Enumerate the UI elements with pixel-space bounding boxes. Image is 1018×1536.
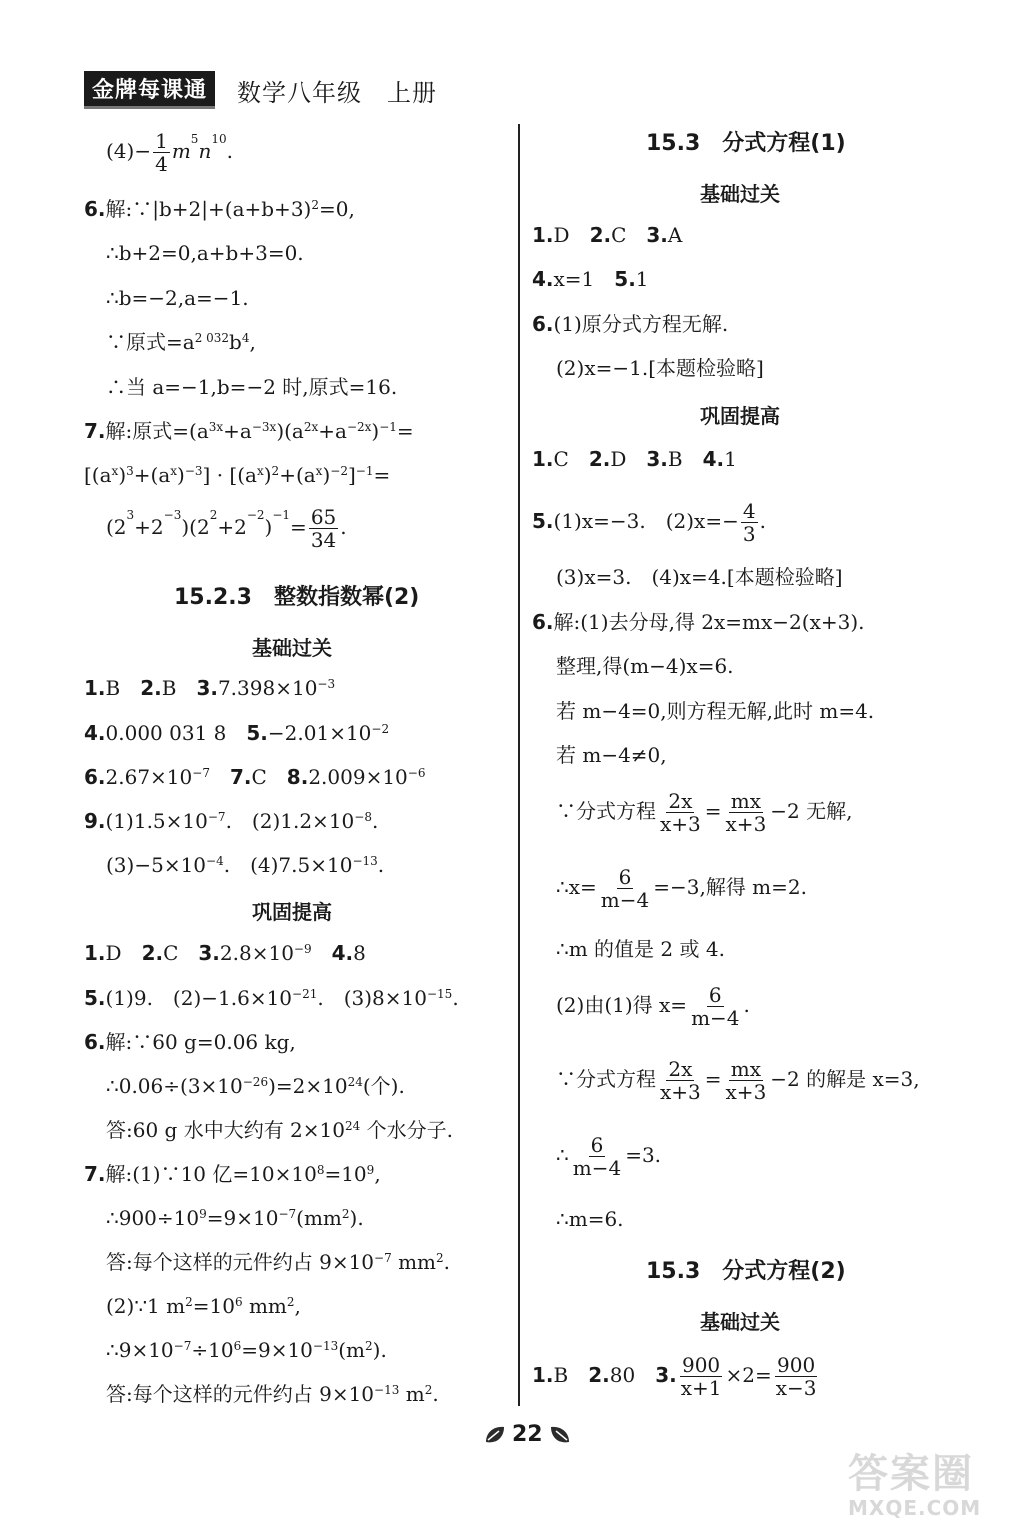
exponent: 5: [190, 132, 199, 146]
text: ): [118, 463, 127, 487]
text: ]: [347, 463, 356, 487]
watermark-title: 答案圈: [848, 1451, 974, 1497]
text: =: [704, 799, 722, 823]
text: 答:60 g 水中大约有 2×10: [106, 1118, 345, 1142]
text: +2: [217, 515, 247, 539]
text: ).: [349, 1206, 364, 1230]
denominator: 4: [155, 152, 168, 176]
text: 答:每个这样的元件约占 9×10: [106, 1382, 375, 1406]
answer-line: [532, 222, 682, 248]
text: A: [667, 223, 683, 247]
answer-line: [106, 1293, 301, 1319]
answer-line: [106, 1073, 405, 1099]
text: 个水分子.: [360, 1118, 453, 1142]
text: 7.398×10: [217, 676, 318, 700]
answer-line: [84, 1029, 296, 1055]
subsection-title: 巩固提高: [700, 404, 780, 428]
exponent: −7: [173, 1339, 192, 1353]
numerator: mx: [730, 789, 762, 813]
text: . (4)7.5×10: [223, 853, 353, 877]
exponent: 24: [345, 1119, 361, 1133]
text: =10: [192, 1294, 235, 1318]
exponent: 2x: [303, 420, 319, 434]
question-number: 3.: [196, 676, 218, 700]
answer-line: ∴当 a=−1,b=−2 时,原式=16.: [106, 375, 398, 399]
exponent: −2: [246, 508, 265, 522]
answer-line: [84, 1161, 381, 1187]
question-number: 6.: [532, 610, 554, 634]
question-number: 7.: [229, 765, 252, 789]
text: (1)x=−3. (2)x=−: [553, 509, 739, 533]
question-number: 6.: [84, 1030, 106, 1054]
question-number: 2.: [588, 1363, 610, 1387]
text: .: [340, 515, 347, 539]
answer-line: [532, 609, 865, 635]
denominator: x+1: [680, 1376, 722, 1400]
text: .: [377, 853, 385, 877]
exponent: 2: [424, 1383, 433, 1397]
text: 8: [353, 941, 366, 965]
text: ∴x=: [556, 875, 597, 899]
text: C: [611, 223, 627, 247]
question-number: 1.: [84, 941, 106, 965]
answer-line: [106, 506, 347, 551]
answer-line: [532, 311, 728, 337]
section-title: 15.2.3 整数指数幂(2): [174, 585, 420, 610]
text: =: [396, 419, 414, 443]
text: ÷10: [191, 1338, 234, 1362]
numerator: 900: [777, 1353, 816, 1377]
text: −2 无解,: [770, 799, 853, 823]
answer-line: ∴b=−2,a=−1.: [106, 286, 249, 310]
answer-line: [84, 720, 389, 746]
text: .: [371, 809, 379, 833]
answer-line: ∴b+2=0,a+b+3=0.: [106, 241, 304, 265]
text: 0.000 031 8: [105, 721, 227, 745]
exponent: −13: [312, 1339, 339, 1353]
text: ∴900÷10: [106, 1206, 200, 1230]
page-header: [84, 70, 437, 110]
question-number: 4.: [702, 447, 725, 471]
subsection-title: 基础过关: [700, 182, 780, 206]
question-number: 9.: [84, 809, 106, 833]
exponent: 9: [366, 1163, 375, 1177]
text: 解:原式=(a: [105, 419, 209, 443]
text: D: [553, 223, 570, 247]
question-number: 6.: [84, 197, 106, 221]
exponent: −2x: [346, 420, 372, 434]
question-number: 1.: [532, 447, 554, 471]
answer-line: [532, 500, 766, 545]
text: (2)∵1 m: [106, 1294, 186, 1318]
text: [(a: [84, 463, 112, 487]
text: .: [432, 1382, 439, 1406]
text: +(a: [133, 463, 171, 487]
exponent: −3: [163, 508, 182, 522]
answer-line: ∴m=6.: [556, 1207, 624, 1231]
fraction: [658, 1058, 703, 1103]
numerator: 2x: [668, 1057, 693, 1081]
text: 80: [609, 1363, 636, 1387]
exponent: 3x: [208, 420, 224, 434]
exponent: −8: [354, 810, 372, 824]
answer-line: [106, 852, 384, 878]
text: ∵分式方程: [556, 799, 656, 823]
exponent: −26: [242, 1075, 269, 1089]
text: )(2: [181, 515, 210, 539]
exponent: x: [170, 464, 178, 478]
text: )=2×10: [268, 1074, 348, 1098]
text: 解:(1)去分母,得 2x=mx−2(x+3).: [553, 610, 865, 634]
exponent: 2: [286, 1295, 295, 1309]
text: ): [371, 419, 380, 443]
answer-line: [84, 985, 459, 1011]
numerator: 2x: [668, 789, 693, 813]
text: C: [251, 765, 267, 789]
exponent: −7: [374, 1251, 392, 1265]
exponent: −2: [330, 464, 348, 478]
text: B: [553, 1363, 569, 1387]
exponent: 9: [199, 1207, 207, 1221]
exponent: x: [111, 464, 119, 478]
denominator: x+3: [660, 1080, 701, 1104]
section-title: 15.3 分式方程(1): [646, 131, 846, 156]
exponent: x: [315, 464, 323, 478]
question-number: 8.: [286, 765, 309, 789]
text: .: [443, 1250, 451, 1274]
fraction: [741, 500, 758, 545]
exponent: −6: [407, 766, 426, 780]
text: (1)9. (2)−1.6×10: [105, 986, 293, 1010]
exponent: 24: [347, 1075, 363, 1089]
numerator: 1: [155, 129, 168, 153]
answer-line: [532, 446, 737, 472]
text: ∵原式=a: [106, 330, 195, 354]
text: ∴9×10: [106, 1338, 174, 1362]
text: (2)由(1)得 x=: [556, 993, 688, 1017]
answer-line: [84, 196, 355, 222]
exponent: x: [256, 464, 264, 478]
answer-line: [84, 418, 414, 444]
text: b: [229, 330, 242, 354]
text: ): [263, 463, 272, 487]
question-number: 5.: [532, 509, 554, 533]
text: ).: [372, 1338, 387, 1362]
answer-line: [106, 1381, 439, 1407]
fraction: [689, 984, 741, 1029]
text: (3)−5×10: [106, 853, 207, 877]
denominator: 3: [742, 522, 756, 546]
denominator: x+3: [660, 812, 701, 836]
text: =10: [324, 1162, 367, 1186]
subsection-title: 基础过关: [252, 636, 332, 660]
exponent: 8: [316, 1163, 325, 1177]
text: =: [704, 1067, 722, 1091]
denominator: x−3: [775, 1376, 817, 1400]
text: m: [171, 139, 191, 163]
exponent: −3: [317, 677, 336, 691]
question-number: 1.: [532, 1363, 554, 1387]
answer-line: [556, 1058, 920, 1103]
exponent: −21: [292, 987, 318, 1001]
exponent: 2: [209, 508, 218, 522]
exponent: 3: [126, 508, 135, 522]
text: .: [226, 139, 233, 163]
exponent: −1: [272, 508, 291, 522]
exponent: −1: [355, 464, 374, 478]
text: )(a: [276, 419, 304, 443]
exponent: −4: [206, 854, 224, 868]
text: −2 的解是 x=3,: [770, 1067, 920, 1091]
text: +(a: [279, 463, 316, 487]
text: ∵分式方程: [556, 1067, 656, 1091]
exponent: −7: [278, 1207, 297, 1221]
answer-line: 整理,得(m−4)x=6.: [556, 654, 734, 678]
question-number: 5.: [84, 986, 106, 1010]
text: =: [290, 515, 307, 539]
exponent: 4: [241, 331, 250, 345]
text: B: [667, 447, 683, 471]
section-title: 15.3 分式方程(2): [646, 1259, 846, 1284]
exponent: −9: [293, 942, 312, 956]
denominator: m−4: [691, 1006, 740, 1030]
answer-line: ∴m 的值是 2 或 4.: [556, 937, 725, 961]
question-number: 2.: [141, 941, 164, 965]
text: =9×10: [206, 1206, 279, 1230]
exponent: 2: [185, 1295, 193, 1309]
exponent: −3x: [251, 420, 277, 434]
text: n: [198, 139, 212, 163]
page-number: [478, 1422, 577, 1447]
answer-line: 若 m−4≠0,: [556, 743, 667, 767]
exponent: −13: [374, 1383, 400, 1397]
exponent: −7: [192, 766, 210, 780]
text: ,: [374, 1162, 381, 1186]
text: (2: [106, 515, 127, 539]
text: =0,: [319, 197, 355, 221]
leaf-icon: [549, 1424, 571, 1446]
text: ): [177, 463, 185, 487]
question-number: 3.: [655, 1363, 677, 1387]
exponent: −13: [352, 854, 378, 868]
answer-line: [106, 1117, 453, 1143]
question-number: 3.: [646, 447, 668, 471]
text: B: [161, 676, 177, 700]
text: ): [264, 515, 273, 539]
exponent: 3: [126, 464, 134, 478]
numerator: 65: [310, 505, 337, 529]
text: C: [553, 447, 569, 471]
fraction: [724, 790, 769, 835]
answer-line: [556, 1134, 661, 1179]
answer-line: [532, 1354, 820, 1399]
question-number: 7.: [84, 419, 106, 443]
brand-label: 金牌每课通: [84, 71, 215, 109]
numerator: mx: [730, 1057, 762, 1081]
text: =−3,解得 m=2.: [653, 875, 807, 899]
answer-line: [84, 808, 378, 834]
text: 解:(1)∵10 亿=10×10: [105, 1162, 317, 1186]
text: ,: [294, 1294, 301, 1318]
exponent: 2: [271, 464, 280, 478]
answer-line: [84, 764, 425, 790]
leaf-icon: [484, 1424, 506, 1446]
question-number: 3.: [198, 941, 220, 965]
numerator: 6: [590, 1133, 604, 1157]
question-number: 3.: [646, 223, 668, 247]
exponent: 2: [311, 198, 319, 212]
text: B: [105, 676, 121, 700]
column-divider: [518, 124, 520, 1406]
answer-line: [532, 266, 649, 292]
answer-line: [84, 940, 366, 966]
subsection-title: 基础过关: [700, 1310, 780, 1334]
question-number: 1.: [84, 676, 106, 700]
question-number: 2.: [140, 676, 162, 700]
subsection-title: 巩固提高: [252, 900, 332, 924]
exponent: −15: [426, 987, 453, 1001]
numerator: 6: [708, 983, 722, 1007]
text: ,: [249, 330, 256, 354]
text: 1: [635, 267, 649, 291]
text: ] · [(a: [202, 463, 257, 487]
text: D: [105, 941, 122, 965]
denominator: 34: [310, 528, 337, 552]
answer-line: (2)x=−1.[本题检验略]: [556, 356, 764, 380]
answer-line: 若 m−4=0,则方程无解,此时 m=4.: [556, 699, 875, 723]
question-number: 7.: [84, 1162, 106, 1186]
text: mm: [391, 1250, 437, 1274]
text: mm: [242, 1294, 287, 1318]
text: .: [452, 986, 459, 1010]
text: 2.8×10: [219, 941, 294, 965]
text: D: [610, 447, 627, 471]
text: ∴0.06÷(3×10: [106, 1074, 243, 1098]
text: 2.67×10: [105, 765, 193, 789]
text: +a: [318, 419, 347, 443]
denominator: x+3: [725, 812, 767, 836]
question-number: 5.: [614, 267, 636, 291]
question-number: 2.: [588, 447, 611, 471]
text: m: [399, 1382, 425, 1406]
text: ): [322, 463, 331, 487]
answer-line: [556, 790, 853, 835]
answer-line: (3)x=3. (4)x=4.[本题检验略]: [556, 565, 843, 589]
text: . (3)8×10: [317, 986, 427, 1010]
fraction: [724, 1058, 769, 1103]
page-number-text: 22: [512, 1422, 543, 1447]
question-number: 4.: [331, 941, 354, 965]
text: 答:每个这样的元件约占 9×10: [106, 1250, 375, 1274]
text: (1)原分式方程无解.: [553, 312, 729, 336]
exponent: 6: [233, 1339, 242, 1353]
text: (m: [338, 1338, 366, 1362]
text: 解:∵|b+2|+(a+b+3): [105, 197, 312, 221]
text: =9×10: [241, 1338, 313, 1362]
book-title: 数学八年级 上册: [237, 78, 438, 107]
denominator: m−4: [600, 888, 650, 912]
answer-line: [106, 1205, 364, 1231]
text: −2.01×10: [267, 721, 372, 745]
answer-line: [106, 1337, 387, 1363]
question-number: 4.: [532, 267, 554, 291]
answer-line: [84, 462, 390, 488]
watermark: [848, 1452, 998, 1522]
denominator: x+3: [725, 1080, 767, 1104]
text: +a: [223, 419, 252, 443]
answer-line: [556, 866, 807, 911]
text: .: [743, 993, 750, 1017]
fraction: [658, 790, 703, 835]
exponent: 6: [234, 1295, 243, 1309]
exponent: 10: [211, 132, 227, 146]
question-number: 5.: [246, 721, 268, 745]
question-number: 1.: [532, 223, 554, 247]
question-number: 6.: [532, 312, 554, 336]
answer-line: [556, 984, 750, 1029]
numerator: 900: [681, 1353, 721, 1377]
text: ∴: [556, 1143, 569, 1167]
answer-line: [106, 329, 256, 355]
text: (mm: [296, 1206, 342, 1230]
fraction: [679, 1354, 724, 1399]
numerator: 6: [618, 865, 632, 889]
question-number: 2.: [589, 223, 612, 247]
text: (4)−: [106, 139, 152, 163]
fraction: [153, 130, 170, 175]
text: =3.: [625, 1143, 662, 1167]
exponent: 2: [365, 1339, 373, 1353]
fraction: [571, 1134, 623, 1179]
text: ×2=: [725, 1363, 772, 1387]
text: =: [373, 463, 391, 487]
answer-line: [106, 1249, 450, 1275]
numerator: 4: [742, 499, 756, 523]
text: (个).: [362, 1074, 405, 1098]
fraction: [309, 506, 338, 551]
text: (1)1.5×10: [105, 809, 208, 833]
question-number: 4.: [84, 721, 106, 745]
exponent: 2 032: [194, 331, 230, 345]
text: +2: [134, 515, 164, 539]
watermark-url: MXQE.COM: [848, 1496, 982, 1520]
text: 2.009×10: [308, 765, 408, 789]
text: .: [759, 509, 766, 533]
exponent: 2: [436, 1251, 444, 1265]
exponent: −3: [184, 464, 203, 478]
text: 解:∵60 g=0.06 kg,: [105, 1030, 296, 1054]
text: C: [163, 941, 179, 965]
fraction: [774, 1354, 819, 1399]
exponent: −1: [379, 420, 397, 434]
fraction: [599, 866, 651, 911]
text: 1: [724, 447, 737, 471]
exponent: −2: [371, 722, 390, 736]
text: . (2)1.2×10: [225, 809, 355, 833]
answer-line: [84, 675, 335, 701]
answer-line: [106, 130, 233, 175]
question-number: 6.: [84, 765, 106, 789]
text: x=1: [553, 267, 595, 291]
exponent: −7: [207, 810, 226, 824]
denominator: m−4: [572, 1156, 622, 1180]
exponent: 2: [341, 1207, 350, 1221]
